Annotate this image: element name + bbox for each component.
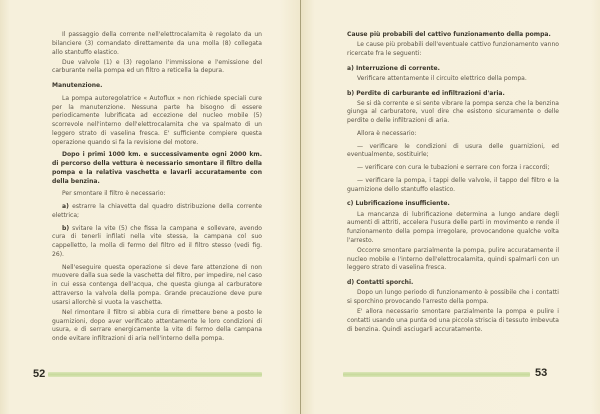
right-page [301, 0, 600, 414]
heading-c: c) Lubrificazione insufficiente. [347, 200, 450, 208]
paragraph: Le cause più probabili dell'eventuale cattivo funzionamento vanno ricercate fra le seguenti: [347, 41, 559, 57]
item-text: estrarre la chiavetta dal quadro distribuzione della corrente elettrica; [52, 203, 262, 219]
paragraph: Dopo un lungo periodo di funzionamento è possibile che i contatti si sporchino provocando l'arresto della pompa. [347, 289, 559, 306]
paragraph: E' allora necessario smontare parzialmente la pompa e pulire i contatti usando una punta od una piccola striscia di tessuto imbevuta di benzina. Quindi asciugarli accuratamente. [347, 308, 559, 333]
paragraph: Due valvole (1) e (3) regolano l'immissione e l'emissione del carburante nella pompa ed un filtro a reticella la depura. [52, 58, 262, 75]
heading-cause: Cause più probabili del cattivo funzionamento della pompa. [347, 31, 551, 38]
book-gutter [300, 0, 301, 414]
paragraph: Nel rimontare il filtro si abbia cura di rimettere bene a posto le guarnizioni, dopo aver verificato attentamente le loro condizioni di usura, e di serrare energicamente la vite di fermo della campana onde evitare infiltrazioni di aria nell'interno della pompa. [52, 308, 262, 343]
left-page-text [52, 31, 262, 344]
paragraph: La pompa autoregolatrice « Autoflux » non richiede speciali cure per la manutenzione. Nessuna parte ha bisogno di essere periodicamente lubrificata ad eccezione del nucleo mobile (5) scorrevole nell'interno dell'elettrocalamita che va spalmato di un leggero strato di vaselina fresca. E' sufficiente compiere questa operazione quando si fa la revisione del motore. [52, 94, 262, 146]
item-label: a) [62, 203, 69, 211]
page-number: 53 [535, 367, 548, 379]
right-page-text [347, 31, 559, 334]
heading-d: d) Contatti sporchi. [347, 279, 414, 287]
paragraph: Nell'eseguire questa operazione si deve fare attenzione di non muovere dalla sua sede la vaschetta del filtro, per impedire, nel caso in cui essa contenga dell'acqua, che questa giunga al carburatore attraverso la valvola della pompa. Grande precauzione deve pure usarsi allorchè si vuota la vaschetta. [52, 263, 262, 306]
dash-item: — verificare le condizioni di usura delle guarnizioni, ed eventualmente, sostituirle; [347, 142, 559, 159]
paragraph: Occorre smontare parzialmente la pompa, pulire accuratamente il nucleo mobile e l'interno dell'elettrocalamita, quindi spalmarli con un leggero strato di vaselina fresca. [347, 246, 559, 272]
paragraph: La mancanza di lubrificazione determina a lungo andare degli aumenti di attriti, accelera l'usura delle parti in movimento e rende il funzionamento della pompa irregolare, provocandone qualche volta l'arresto. [347, 210, 559, 244]
heading-manutenzione: Manutenzione. [52, 82, 103, 90]
heading-a: a) Interruzione di corrente. [347, 64, 440, 72]
heading-b: b) Perdite di carburante ed infiltrazioni d'aria. [347, 89, 505, 97]
item-label: b) [62, 224, 70, 232]
paragraph: Il passaggio della corrente nell'elettrocalamita è regolato da un bilanciere (3) comandato direttamente da una molla (8) collegata allo stantuffo elastico. [52, 31, 262, 56]
list-item-b [52, 225, 262, 260]
footer-bar [343, 372, 530, 377]
bold-paragraph: Dopo i primi 1000 km. e successivamente ogni 2000 km. di percorso della vettura è necessario smontare il filtro della pompa e la relativa vaschetta e lavarli accuratamente con della benzina. [52, 151, 262, 185]
paragraph: Allora è necessario: [357, 129, 417, 137]
dash-item: — verificare la pompa, i tappi delle valvole, il tappo del filtro e la guarnizione dello stantuffo elastico. [347, 176, 559, 193]
item-text: svitare la vite (5) che fissa la campana e sollevare, avendo cura di tenerli infilati nella vite stessa, la campana col suo cappelletto, la molla di fermo del filtro ed il filtro stesso (vedi fig. 26). [52, 224, 262, 258]
dash-item: — verificare con cura le tubazioni e serrare con forza i raccordi; [357, 164, 550, 172]
list-item-a [52, 203, 262, 221]
paragraph: Se si dà corrente e si sente vibrare la pompa senza che la benzina giunga al carburatore, vuol dire che esistono sicuramente o delle perdite o delle infiltrazioni di aria. [347, 99, 559, 125]
footer-bar [48, 372, 262, 377]
paragraph: Verificare attentamente il circuito elettrico della pompa. [357, 74, 527, 82]
page-number: 52 [33, 368, 46, 380]
paragraph: Per smontare il filtro è necessario: [62, 190, 166, 198]
